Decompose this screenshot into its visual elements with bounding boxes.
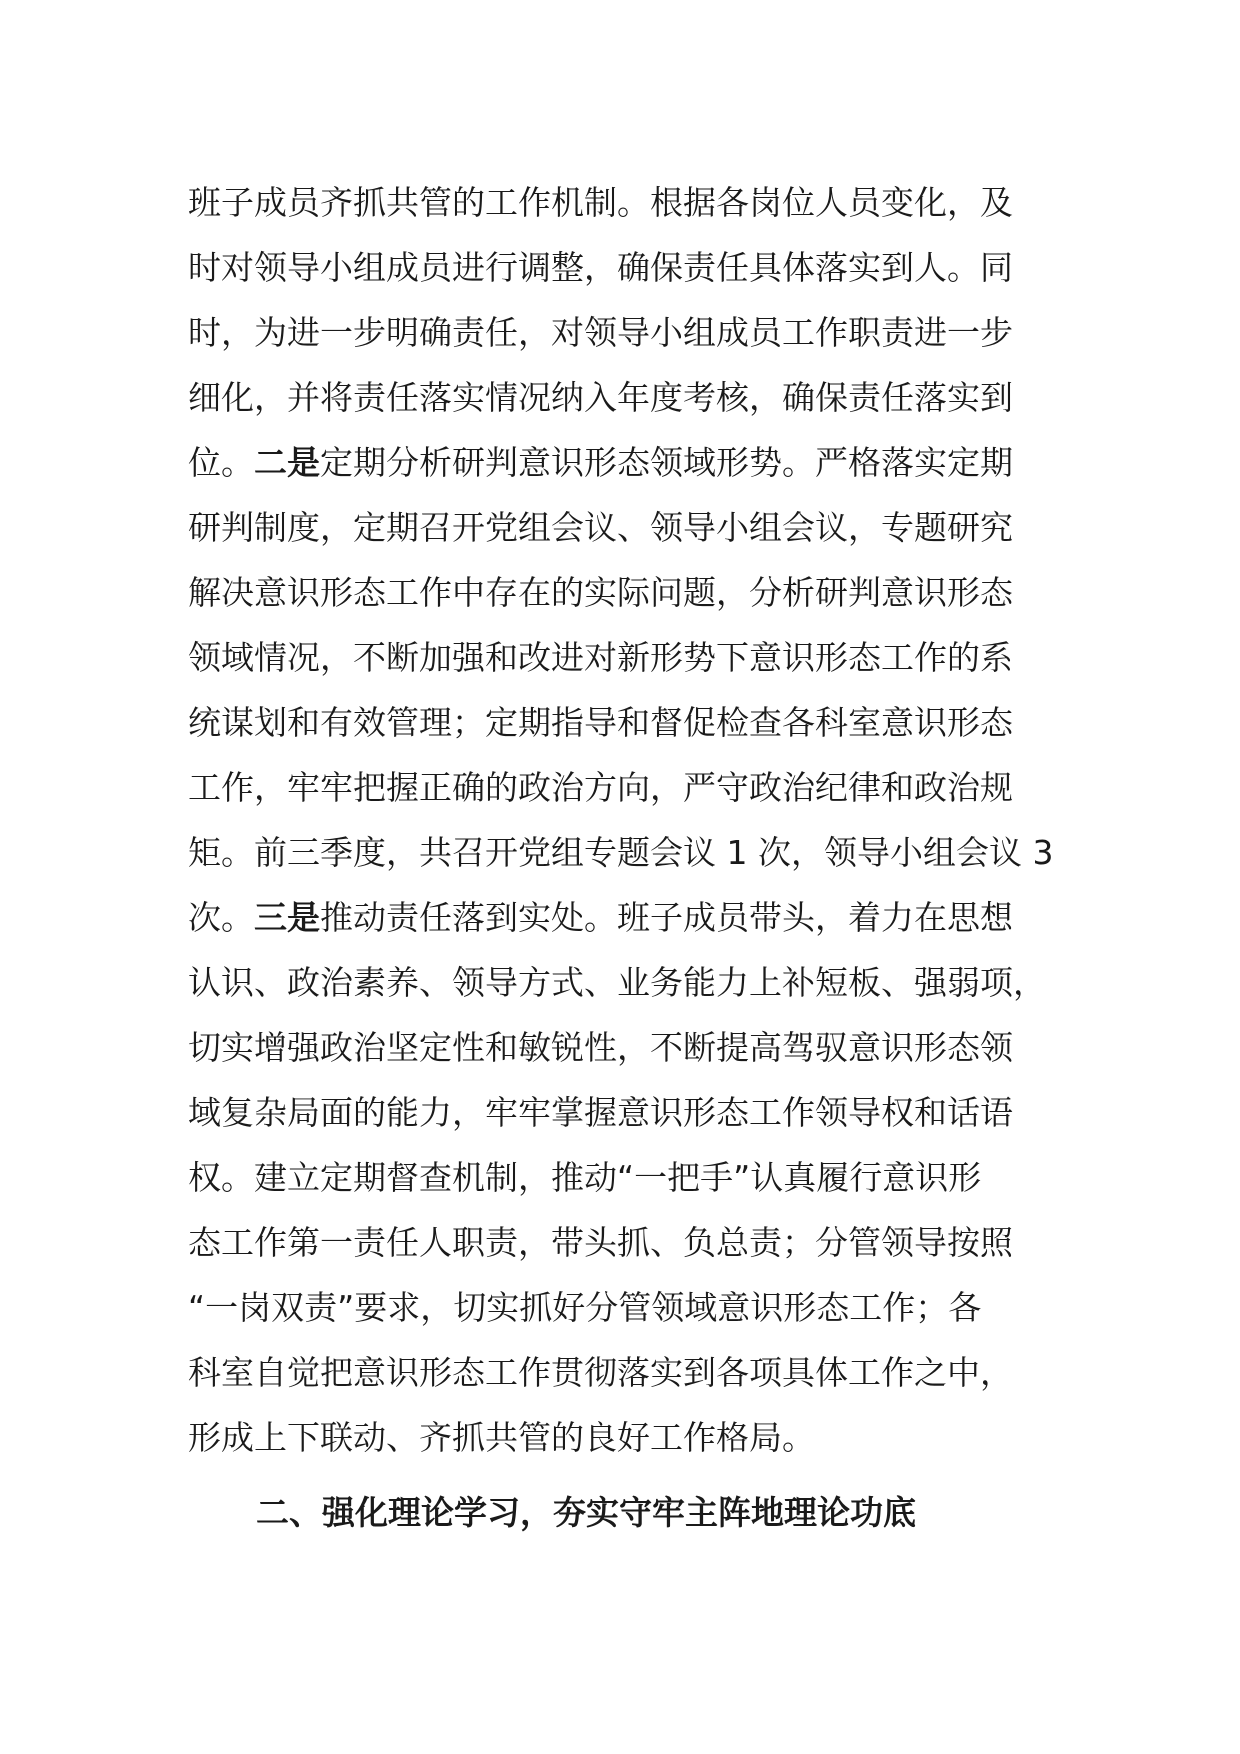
line-suffix: 定期分析研判意识形态领域形势。严格落实定期 xyxy=(320,443,1013,482)
paragraph-line: 统谋划和有效管理；定期指导和督促检查各科室意识形态 xyxy=(188,703,1013,742)
paragraph-line: “一岗双责”要求，切实抓好分管领域意识形态工作；各 xyxy=(188,1288,982,1327)
section-heading: 二、强化理论学习，夯实守牢主阵地理论功底 xyxy=(256,1493,916,1532)
bold-keyword: 二是 xyxy=(254,443,320,482)
paragraph-line: 班子成员齐抓共管的工作机制。根据各岗位人员变化，及 xyxy=(188,183,1013,222)
bold-keyword: 三是 xyxy=(254,898,320,937)
line-suffix: 推动责任落到实处。班子成员带头，着力在思想 xyxy=(320,898,1013,937)
paragraph-line: 形成上下联动、齐抓共管的良好工作格局。 xyxy=(188,1418,815,1457)
paragraph-line xyxy=(188,885,1068,950)
paragraph-line: 认识、政治素养、领导方式、业务能力上补短板、强弱项， xyxy=(188,963,1046,1002)
paragraph-line: 工作，牢牢把握正确的政治方向，严守政治纪律和政治规 xyxy=(188,768,1013,807)
paragraph-line: 切实增强政治坚定性和敏锐性，不断提高驾驭意识形态领 xyxy=(188,1028,1013,1067)
paragraph-line: 研判制度，定期召开党组会议、领导小组会议，专题研究 xyxy=(188,508,1013,547)
paragraph-line: 矩。前三季度，共召开党组专题会议 1 次，领导小组会议 3 xyxy=(188,833,1054,872)
paragraph-line: 科室自觉把意识形态工作贯彻落实到各项具体工作之中， xyxy=(188,1353,1013,1392)
line-prefix: 次。 xyxy=(188,898,254,937)
body-paragraph xyxy=(188,170,1068,1470)
line-prefix: 位。 xyxy=(188,443,254,482)
paragraph-line xyxy=(188,430,1068,495)
paragraph-line: 态工作第一责任人职责，带头抓、负总责；分管领导按照 xyxy=(188,1223,1013,1262)
paragraph-line: 时对领导小组成员进行调整，确保责任具体落实到人。同 xyxy=(188,248,1013,287)
paragraph-line: 时，为进一步明确责任，对领导小组成员工作职责进一步 xyxy=(188,313,1013,352)
paragraph-line: 领域情况，不断加强和改进对新形势下意识形态工作的系 xyxy=(188,638,1013,677)
paragraph-line: 域复杂局面的能力，牢牢掌握意识形态工作领导权和话语 xyxy=(188,1093,1013,1132)
paragraph-line: 细化，并将责任落实情况纳入年度考核，确保责任落实到 xyxy=(188,378,1013,417)
paragraph-line: 权。建立定期督查机制，推动“一把手”认真履行意识形 xyxy=(188,1158,982,1197)
paragraph-line: 解决意识形态工作中存在的实际问题，分析研判意识形态 xyxy=(188,573,1013,612)
